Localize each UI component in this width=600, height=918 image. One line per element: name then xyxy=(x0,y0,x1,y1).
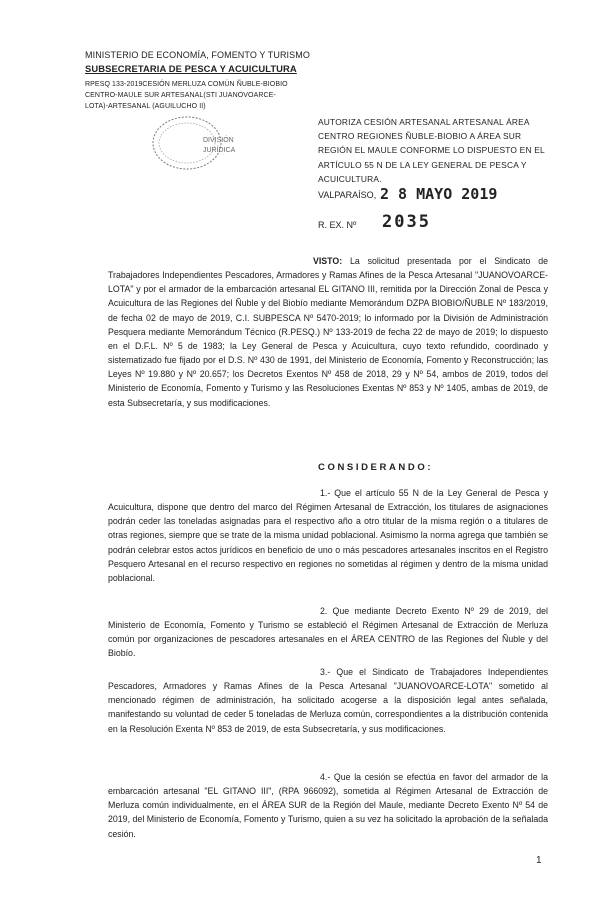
considerando-item-text: 1.- Que el artículo 55 N de la Ley General de Pesca y Acuicultura, dispone que dentro del marco del Régimen Artesanal de Extracción, los titulares de asignaciones podrán ceder las toneladas asignadas para el respectivo año a otro titular de la misma región o a titulares de otras regiones, siempre que se trate de la misma unidad poblacional. Asimismo la norma agrega que también se podrán celebrar estos actos jurídicos en beneficio de uno o más pescadores artesanales inscritos en el Registro Pesquero Artesanal en el recurso respectivo en regiones no sometidas al régimen y dentro de la misma unidad poblacional. xyxy=(108,488,548,583)
visto-text: La solicitud presentada por el Sindicato de Trabajadores Independientes Pescadores, Armadores y Ramas Afines de la Pesca Artesanal "JUANOVOARCE-LOTA" y por el armador de la embarcación artesanal EL GITANO III, remitida por la Dirección Zonal de Pesca y Acuicultura de las Regiones del Ñuble y del Biobío mediante Memorándum DZPA BIOBIO/ÑUBLE Nº 183/2019, de fecha 02 de mayo de 2019, C.I. SUBPESCA Nº 5470-2019; lo informado por la División de Administración Pesquera mediante Memorándum Técnico (R.PESQ.) Nº 133-2019 de fecha 22 de mayo de 2019; lo dispuesto en el D.F.L. Nº 5 de 1983; la Ley General de Pesca y Acuicultura, cuyo texto refundido, coordinado y sistematizado fue fijado por el D.S. Nº 430 de 1991, del Ministerio de Economía, Fomento y Reconstrucción; las Leyes Nº 19.880 y Nº 20.657; los Decretos Exentos Nº 458 de 2018, 29 y Nº 54, ambos de 2019, todos del Ministerio de Economía, Fomento y Turismo y las Resoluciones Exentas Nº 853 y Nº 1405, ambas de 2019, de esta Subsecretaría, y sus modificaciones. xyxy=(108,256,548,408)
ministry-name: MINISTERIO DE ECONOMÍA, FOMENTO Y TURISMO xyxy=(85,50,310,60)
document-reference: RPESQ 133-2019CESIÓN MERLUZA COMÚN ÑUBLE-BIOBIO CENTRO-MAULE SUR ARTESANAL(STI JUANOVOARCE-LOTA)-ARTESANAL (AGUILUCHO II) xyxy=(85,81,288,110)
stamp-line-1: DIVISIÓN xyxy=(203,137,234,144)
stamp-line-2: JURÍDICA xyxy=(203,147,236,154)
considerando-title: CONSIDERANDO: xyxy=(318,462,434,473)
division-juridica-stamp-icon xyxy=(147,110,247,180)
resolution-title: AUTORIZA CESIÓN ARTESANAL ARTESANAL ÁREA CENTRO REGIONES ÑUBLE-BIOBIO A ÁREA SUR REGIÓN EL MAULE CONFORME LO DISPUESTO EN EL ARTÍCULO 55 N DE LA LEY GENERAL DE PESCA Y ACUICULTURA. xyxy=(318,117,545,184)
considerando-item-text: 4.- Que la cesión se efectúa en favor del armador de la embarcación artesanal "EL GITANO III", (RPA 966092), sometida al Régimen Artesanal de Extracción de Merluza común individualmente, en el ÁREA SUR de la Región del Maule, mediante Decreto Exento Nº 54 de 2019, del Ministerio de Economía, Fomento y Turismo, quien a su vez ha solicitado la aprobación de la señalada cesión. xyxy=(108,772,548,839)
considerando-item-text: 3.- Que el Sindicato de Trabajadores Independientes Pescadores, Armadores y Ramas Afines de la Pesca Artesanal "JUANOVOARCE-LOTA" sometido al mencionado régimen de administración, ha solicitado acogerse a la disposición legal antes señalada, manifestando su voluntad de ceder 5 toneladas de Merluza común, correspondientes a la distribución contenida en la Resolución Exenta Nº 853 de 2019, de esta Subsecretaría, y sus modificaciones. xyxy=(108,667,548,734)
subsecretaria-name: SUBSECRETARIA DE PESCA Y ACUICULTURA xyxy=(85,63,297,74)
considerando-item-text: 2. Que mediante Decreto Exento Nº 29 de 2019, del Ministerio de Economía, Fomento y Turismo se estableció el Régimen Artesanal de Extracción de Merluza común por organizaciones de pescadores artesanales en el ÁREA CENTRO de las Regiones del Ñuble y del Biobío. xyxy=(108,606,548,659)
considerando-item xyxy=(108,604,548,661)
resolution-place: VALPARAÍSO, xyxy=(318,190,377,200)
considerando-item xyxy=(108,486,548,585)
resolution-number: 2035 xyxy=(382,212,431,232)
visto-label: VISTO: xyxy=(313,256,343,266)
resolution-number-label: R. EX. Nº xyxy=(318,220,357,230)
resolution-date: 2 8 MAYO 2019 xyxy=(380,185,498,203)
considerando-item xyxy=(108,665,548,736)
visto-section xyxy=(108,254,548,410)
page-number: 1 xyxy=(536,855,542,866)
considerando-item xyxy=(108,770,548,841)
